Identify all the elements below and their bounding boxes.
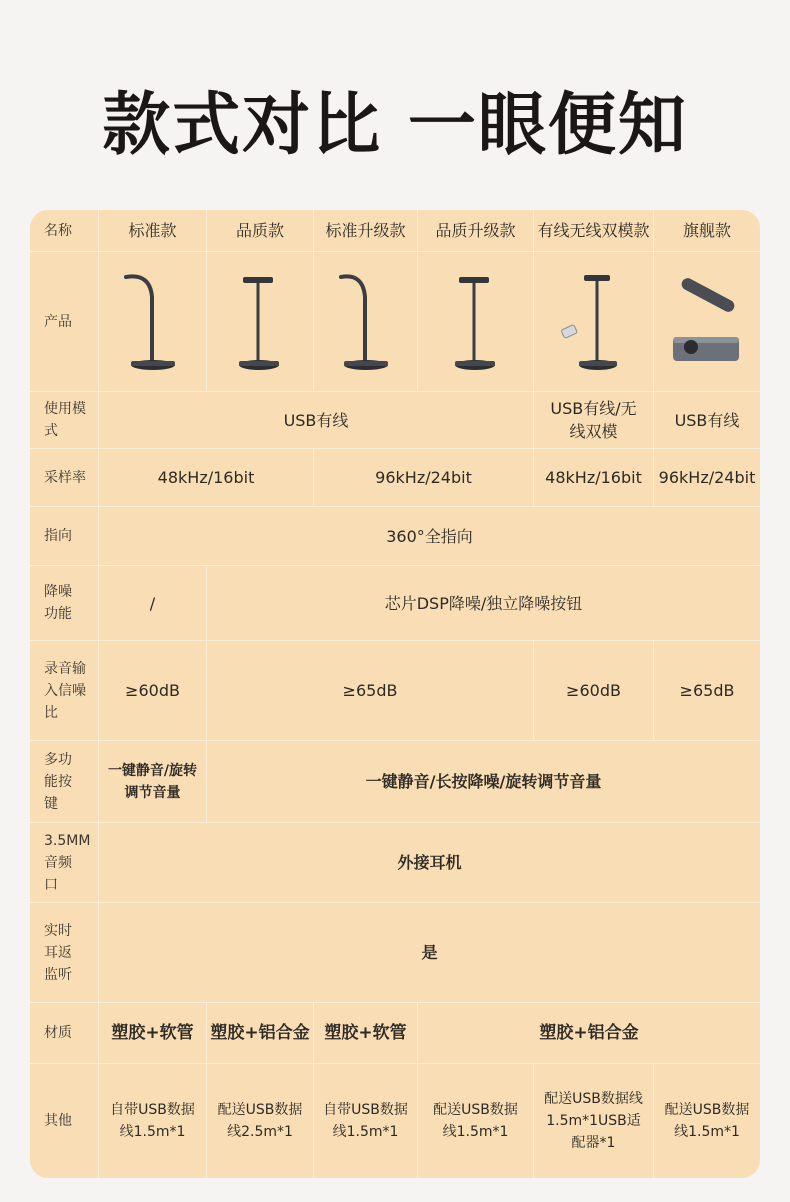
product-image-6: [654, 252, 760, 392]
header-label: 名称: [30, 210, 99, 252]
sample-b: 96kHz/24bit: [314, 449, 534, 507]
jack-value: 外接耳机: [99, 823, 760, 903]
product-image-4: [418, 252, 534, 392]
snr-label: 录音输入信噪比: [30, 641, 99, 741]
other-m6: 配送USB数据线1.5m*1: [664, 1102, 750, 1140]
monitor-value: 是: [99, 903, 760, 1003]
other-label: 其他: [30, 1064, 99, 1178]
material-row: [30, 1003, 760, 1064]
material-c: 塑胶+软管: [314, 1003, 418, 1064]
noise-a: /: [99, 566, 207, 641]
noise-label: 降噪功能: [30, 566, 99, 641]
other-m1: 自带USB数据线1.5m*1: [99, 1064, 207, 1178]
model-dual-mode: 有线无线双模款: [534, 210, 654, 252]
product-image-1: [99, 252, 207, 392]
buttons-a: 一键静音/旋转调节音量: [99, 741, 207, 823]
material-a: 塑胶+软管: [99, 1003, 207, 1064]
header-row: [30, 210, 760, 252]
model-quality: 品质款: [207, 210, 314, 252]
comparison-table: [30, 210, 760, 1178]
model-quality-plus: 品质升级款: [418, 210, 534, 252]
material-b: 塑胶+铝合金: [207, 1003, 314, 1064]
monitor-row: [30, 903, 760, 1003]
sample-label: 采样率: [30, 449, 99, 507]
other-m4: 配送USB数据线1.5m*1: [418, 1064, 534, 1178]
usage-label: 使用模式: [30, 392, 99, 449]
noise-b: 芯片DSP降噪/独立降噪按钮: [207, 566, 760, 641]
other-row: [30, 1064, 760, 1178]
sample-d: 96kHz/24bit: [654, 449, 760, 507]
stick-mic-icon: [441, 267, 511, 377]
noise-row: [30, 566, 760, 641]
snr-a: ≥60dB: [99, 641, 207, 741]
product-image-5: [534, 252, 654, 392]
sample-a: 48kHz/16bit: [99, 449, 314, 507]
snr-d: ≥65dB: [654, 641, 760, 741]
snr-b: ≥65dB: [207, 641, 534, 741]
stick-mic-icon: [225, 267, 295, 377]
material-label: 材质: [30, 1003, 99, 1064]
gooseneck-mic-icon: [331, 267, 401, 377]
model-standard: 标准款: [99, 210, 207, 252]
usage-wired: USB有线: [99, 392, 534, 449]
sample-row: [30, 449, 760, 507]
product-row: [30, 252, 760, 392]
jack-row: [30, 823, 760, 903]
direction-label: 指向: [30, 507, 99, 566]
wireless-mic-icon: [554, 267, 634, 377]
usage-dual: USB有线/无线双模: [534, 392, 654, 449]
buttons-row: [30, 741, 760, 823]
product-image-2: [207, 252, 314, 392]
sample-c: 48kHz/16bit: [534, 449, 654, 507]
snr-row: [30, 641, 760, 741]
jack-label: 3.5MM音频口: [30, 823, 99, 903]
monitor-label: 实时耳返监听: [30, 903, 99, 1003]
gooseneck-mic-icon: [118, 267, 188, 377]
usage-row: [30, 392, 760, 449]
model-flagship: 旗舰款: [654, 210, 760, 252]
buttons-b: 一键静音/长按降噪/旋转调节音量: [207, 741, 760, 823]
material-d: 塑胶+铝合金: [418, 1003, 760, 1064]
buttons-label: 多功能按键: [30, 741, 99, 823]
other-m5: 配送USB数据线1.5m*1USB适配器*1: [534, 1064, 654, 1178]
usage-flagship: USB有线: [654, 392, 760, 449]
direction-value: 360°全指向: [99, 507, 760, 566]
other-m2: 配送USB数据线2.5m*1: [207, 1064, 314, 1178]
product-label: 产品: [30, 252, 99, 392]
flagship-mic-icon: [665, 267, 749, 377]
product-image-3: [314, 252, 418, 392]
other-m3: 自带USB数据线1.5m*1: [314, 1064, 418, 1178]
page-title: 款式对比 一眼便知: [102, 86, 688, 165]
direction-row: [30, 507, 760, 566]
snr-c: ≥60dB: [534, 641, 654, 741]
model-standard-plus: 标准升级款: [314, 210, 418, 252]
